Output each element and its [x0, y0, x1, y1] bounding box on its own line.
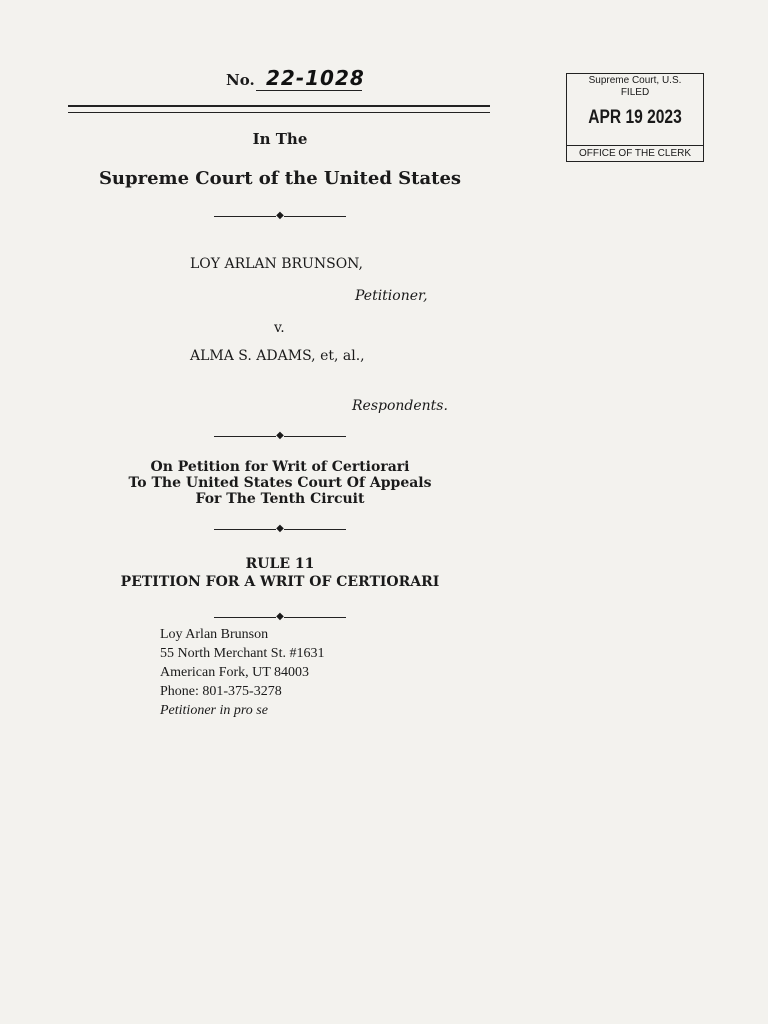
docket-underline [256, 90, 362, 91]
stamp-office: OFFICE OF THE CLERK [566, 145, 704, 159]
respondent-role: Respondents. [352, 398, 448, 414]
docket-label: No. [226, 71, 255, 89]
filing-stamp [566, 73, 704, 162]
petition-on-line-1: On Petition for Writ of Certiorari [150, 459, 410, 475]
petition-on-line-2: To The United States Court Of Appeals [128, 475, 432, 491]
stamp-filed: FILED [620, 87, 650, 98]
contact-name: Loy Arlan Brunson [160, 627, 269, 642]
stamp-top-border [566, 73, 704, 74]
contact-street: 55 North Merchant St. #1631 [160, 646, 325, 661]
docket-line [226, 66, 366, 92]
contact-phone: Phone: 801-375-3278 [160, 684, 282, 699]
petitioner-role: Petitioner, [355, 288, 428, 304]
document-title: PETITION FOR A WRIT OF CERTIORARI [120, 574, 440, 590]
respondent-name: ALMA S. ADAMS, et, al., [190, 348, 365, 364]
contact-city: American Fork, UT 84003 [160, 665, 310, 680]
section-divider: ◆ [214, 431, 346, 441]
section-divider: ◆ [214, 612, 346, 622]
petition-on-line-3: For The Tenth Circuit [195, 491, 365, 507]
stamp-date: APR 19 2023 [588, 107, 682, 128]
header-double-rule [68, 105, 490, 113]
section-divider: ◆ [214, 211, 346, 221]
docket-number: 22-1028 [266, 66, 365, 90]
petitioner-name: LOY ARLAN BRUNSON, [190, 256, 363, 272]
section-divider: ◆ [214, 524, 346, 534]
versus: v. [274, 320, 285, 336]
court-name: Supreme Court of the United States [98, 168, 462, 189]
in-the-label: In The [252, 130, 308, 148]
rule-number: RULE 11 [245, 556, 315, 572]
contact-block [160, 627, 324, 722]
contact-role: Petitioner in pro se [160, 703, 268, 718]
stamp-court: Supreme Court, U.S. [588, 75, 682, 86]
